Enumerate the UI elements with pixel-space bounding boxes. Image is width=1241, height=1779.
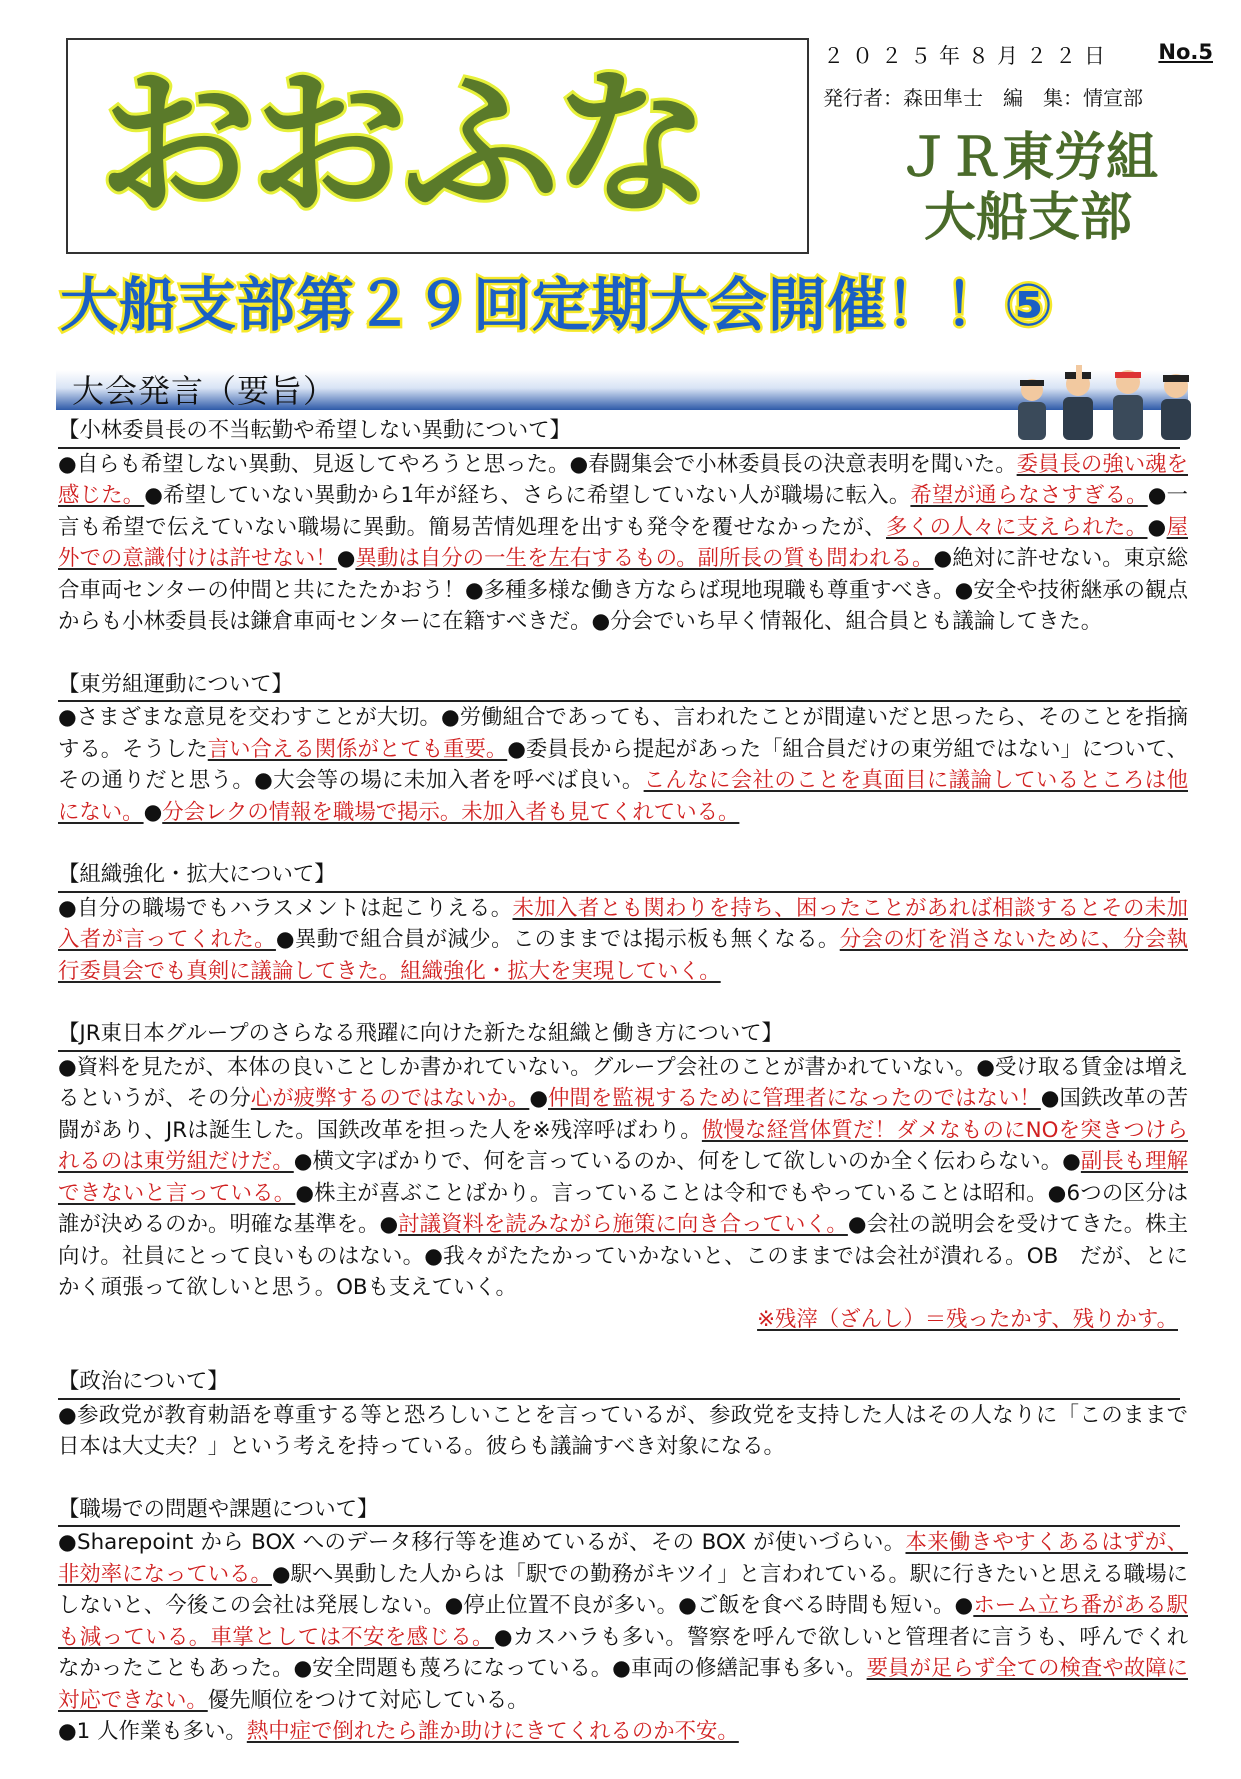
issue-meta [823, 40, 1213, 111]
body-text: ●自らも希望しない異動、見返してやろうと思った。●春闘集会で小林委員長の決意表明を聞いた。 [58, 451, 1017, 477]
footnote: ※残滓（ざんし）＝残ったかす、残りかす。 [757, 1306, 1178, 1332]
body-text: ●会社の説明会を受けてきた。株主向け。社員にとって良いものはない。●我々がたたかっていかないと、このままでは会社が潰れる。OB だが、とにかく頑張って欲しいと思う。OBも支えていく。 [58, 1212, 1189, 1300]
body-text: ●駅へ異動した人からは「駅での勤務がキツイ」と言われている。駅に行きたいと思える職場にしないと、今後この会社は発展しない。●停止位置不良が多い。●ご飯を食べる時間も短い。● [58, 1561, 1188, 1618]
highlighted-text: 屋外での意識付けは許せない！ [58, 514, 1188, 571]
section-text [58, 1052, 1188, 1304]
body-text: 優先順位をつけて対応している。 [207, 1687, 529, 1713]
body-text: ●国鉄改革の苦闘があり、JRは誕生した。国鉄改革を担った人を※残滓呼ばわり。 [58, 1086, 1188, 1143]
article-body [58, 415, 1188, 1779]
issue-number: No.5 [1158, 40, 1213, 64]
body-text: ●さまざまな意見を交わすことが大切。●労働組合であっても、言われたことが間違いだと思ったら、そのことを指摘する。そうした [58, 705, 1188, 762]
highlighted-text: 要員が足らず全ての検査や故障に対応できない。 [58, 1656, 1188, 1713]
body-text: ●カスハラも多い。警察を呼んで欲しいと管理者に言うも、呼んでくれなかったこともあった。●安全問題も蔑ろになっている。●車両の修繕記事も多い。 [58, 1624, 1188, 1681]
body-text: ●異動で組合員が減少。このままでは掲示板も無くなる。 [275, 927, 840, 952]
article-section [58, 1018, 1188, 1335]
highlighted-text: 分会の灯を消さないために、分会執行委員会でも真剣に議論してきた。組織強化・拡大を実現していく。 [58, 927, 1188, 984]
union-name-line2: 大船支部 [923, 188, 1132, 248]
body-text: ●1 人作業も多い。 [58, 1719, 247, 1744]
highlighted-text: 委員長の強い魂を感じた。 [58, 451, 1188, 508]
body-text: ●絶対に許せない。東京総合車両センターの仲間と共にたたかおう！●多種多様な働き方ならば現地現職も尊重すべき。●安全や技術継承の観点からも小林委員長は鎌倉車両センターに在籍すべきだ。●分会でいち早く情報化、組合員とも議論してきた。 [58, 546, 1188, 634]
highlighted-text: こんなに会社のことを真面目に議論しているところは他にない。 [58, 768, 1188, 825]
section-heading: 【政治について】 [58, 1366, 1180, 1400]
publisher-line: 発行者：森田隼士 編 集：情宣部 [823, 86, 1143, 110]
article-section [58, 415, 1188, 638]
article-section [58, 669, 1188, 829]
newsletter-logo: おおふな [98, 53, 706, 237]
section-text [58, 1527, 1188, 1748]
section-heading: 【小林委員長の不当転勤や希望しない異動について】 [58, 415, 1180, 449]
body-text: ● [1147, 514, 1167, 540]
highlighted-text: 本来働きやすくあるはずが、非効率になっている。 [58, 1530, 1188, 1587]
highlighted-text: 討議資料を読みながら施策に向き合っていく。 [398, 1212, 848, 1237]
body-text: ●自分の職場でもハラスメントは起こりえる。 [58, 895, 513, 921]
body-text: ●委員長から提起があった「組合員だけの東労組ではない」について、その通りだと思う。●大会等の場に未加入者を呼べば良い。 [58, 736, 1188, 793]
highlighted-text: 希望が通らなさすぎる。 [910, 483, 1148, 508]
union-name-line1: ＪＲ東労組 [897, 128, 1158, 188]
section-text [58, 449, 1188, 638]
section-heading: 【組織強化・拡大について】 [58, 859, 1180, 893]
highlighted-text: 熱中症で倒れたら誰か助けにきてくれるのか不安。 [246, 1719, 739, 1744]
highlighted-text: 言い合える関係がとても重要。 [207, 736, 508, 762]
body-text: ●横文字ばかりで、何を言っているのか、何をして欲しいのか全く伝わらない。● [293, 1149, 1081, 1174]
section-heading: 【東労組運動について】 [58, 669, 1180, 703]
highlighted-text: 傲慢な経営体質だ！ダメなものにNOを突きつけられるのは東労組だけだ。 [58, 1117, 1188, 1174]
body-text: ●株主が喜ぶことばかり。言っていることは令和でもやっていることは昭和。●6つの区分は誰が決めるのか。明確な基準を。● [58, 1180, 1188, 1237]
body-text: ●一言も希望で伝えていない職場に異動。簡易苦情処理を出すも発令を覆せなかったが、 [58, 483, 1188, 540]
headline: 大船支部第２９回定期大会開催！！⑤ [60, 271, 1055, 339]
article-section [58, 859, 1188, 987]
highlighted-text: 未加入者とも関わりを持ち、困ったことがあれば相談するとその未加入者が言ってくれた。 [58, 895, 1188, 952]
body-text: ● [529, 1086, 549, 1111]
section-text [58, 1400, 1188, 1463]
highlighted-text: ホーム立ち番がある駅も減っている。車掌としては不安を感じる。 [58, 1593, 1188, 1650]
highlighted-text: 副長も理解できないと言っている。 [58, 1149, 1188, 1206]
body-text: ●資料を見たが、本体の良いことしか書かれていない。グループ会社のことが書かれていない。●受け取る賃金は増えるというが、その分 [58, 1054, 1188, 1111]
highlighted-text: 分会レクの情報を職場で掲示。未加入者も見てくれている。 [162, 799, 740, 825]
masthead-box [66, 38, 809, 254]
section-text [58, 702, 1188, 828]
issue-date: ２０２５年８月２２日 [823, 44, 1113, 68]
section-heading: 【JR東日本グループのさらなる飛躍に向けた新たな組織と働き方について】 [58, 1018, 1180, 1052]
article-section [58, 1366, 1188, 1463]
highlighted-text: 心が疲弊するのではないか。 [250, 1086, 530, 1111]
section-heading: 【職場での問題や課題について】 [58, 1494, 1180, 1528]
highlighted-text: 多くの人々に支えられた。 [886, 514, 1148, 540]
union-name [838, 128, 1218, 248]
article-section [58, 1494, 1188, 1748]
body-text: ●希望していない異動から1年が経ち、さらに希望していない人が職場に転入。 [144, 483, 911, 508]
highlighted-text: 異動は自分の一生を左右するもの。副所長の質も問われる。 [355, 546, 934, 571]
body-text: ● [336, 546, 356, 571]
body-text: ● [143, 799, 163, 825]
highlighted-text: 仲間を監視するために管理者になったのではない！ [548, 1086, 1041, 1111]
body-text: ●参政党が教育勅語を尊重する等と恐ろしいことを言っているが、参政党を支持した人はその人なりに「このままで日本は大丈夫？」という考えを持っている。彼らも議論すべき対象になる。 [58, 1402, 1188, 1459]
subtitle: 大会発言（要旨） [72, 372, 337, 410]
body-text: ●Sharepoint から BOX へのデータ移行等を進めているが、その BOX が使いづらい。 [58, 1530, 906, 1555]
section-text [58, 893, 1188, 988]
